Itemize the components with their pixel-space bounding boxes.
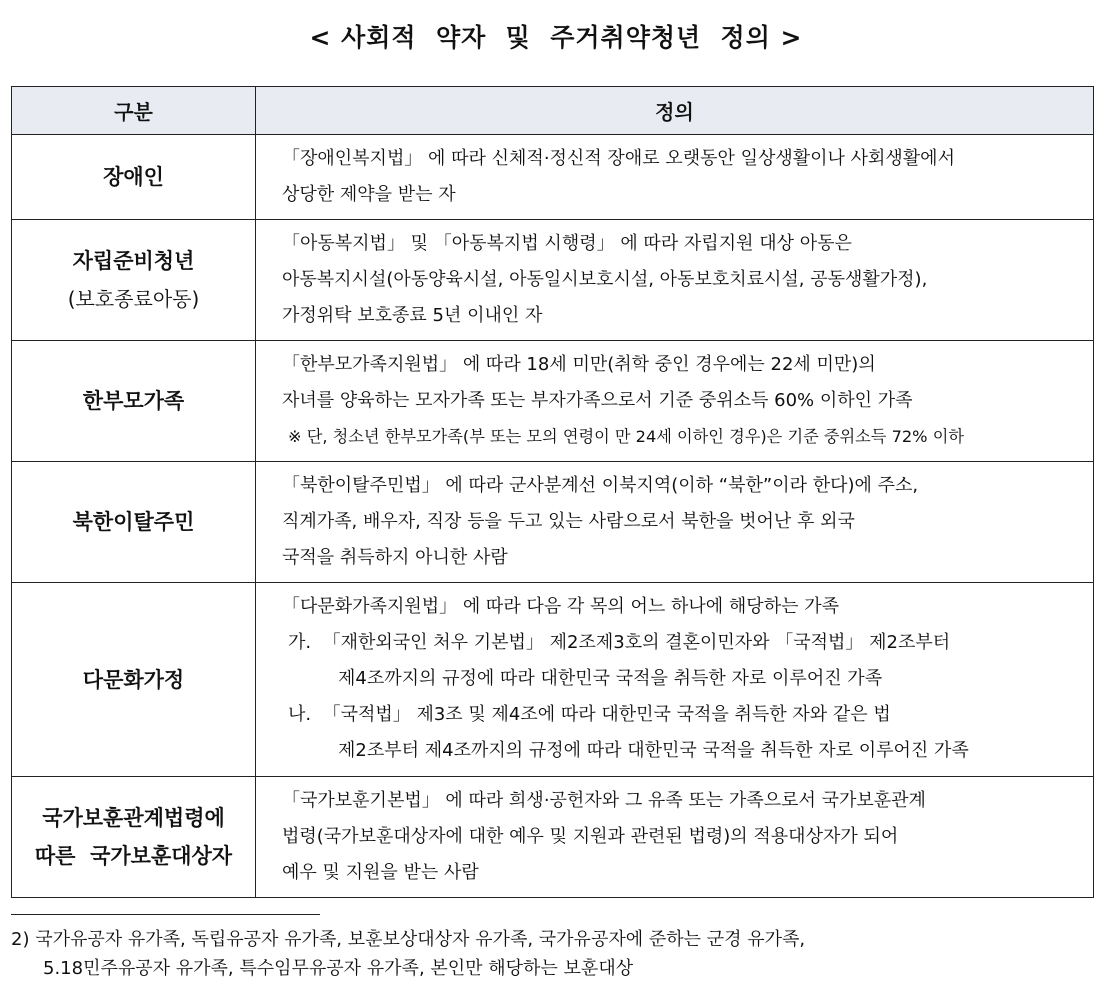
category-cell [12,220,256,341]
item-marker: 나. [288,704,312,725]
definition-line: 「장애인복지법」 에 따라 신체적·정신적 장애로 오랫동안 일상생활이나 사회생활에서 [282,148,955,169]
definition-line: 아동복지시설(아동양육시설, 아동일시보호시설, 아동보호치료시설, 공동생활가정), [282,269,928,290]
definition-line: 직계가족, 배우자, 직장 등을 두고 있는 사람으로서 북한을 벗어난 후 외국 [282,511,855,532]
definition-line: 「아동복지법」 및 「아동복지법 시행령」 에 따라 자립지원 대상 아동은 [282,233,852,254]
definition-cell [256,341,1094,462]
footnote-line: 2) 국가유공자 유가족, 독립유공자 유가족, 보훈보상대상자 유가족, 국가유공자에 준하는 군경 유가족, [11,929,806,950]
definition-intro: 「다문화가족지원법」 에 따라 다음 각 목의 어느 하나에 해당하는 가족 [282,596,839,617]
category-sublabel: (보호종료아동) [67,287,200,311]
definition-line: 상당한 제약을 받는 자 [282,184,456,205]
table-header-row [12,87,1094,135]
definition-line: 예우 및 지원을 받는 사람 [282,862,479,883]
item-marker: 가. [288,632,312,653]
header-definition: 정의 [256,87,1094,135]
category-label: 한부모가족 [82,389,185,413]
definition-cell [256,583,1094,777]
definition-cell [256,462,1094,583]
table-row [12,220,1094,341]
category-label: 북한이탈주민 [72,510,195,534]
category-label-line2: 따른 국가보훈대상자 [34,844,233,868]
category-label: 국가보훈관계법령에 [42,806,225,830]
table-row [12,583,1094,777]
definition-item-continuation: 제2조부터 제4조까지의 규정에 따라 대한민국 국적을 취득한 자로 이루어진 가족 [338,740,969,761]
definition-item [282,625,1085,661]
table-row [12,777,1094,898]
definition-line: 「국가보훈기본법」 에 따라 희생·공헌자와 그 유족 또는 가족으로서 국가보훈관계 [282,790,926,811]
definition-cell [256,777,1094,898]
definition-cell [256,135,1094,220]
category-cell [12,777,256,898]
definition-note: ※ 단, 청소년 한부모가족(부 또는 모의 연령이 만 24세 이하인 경우)은 기준 중위소득 72% 이하 [288,427,964,446]
definition-item [282,697,1085,733]
table-row [12,341,1094,462]
table-row [12,135,1094,220]
category-label: 자립준비청년 [72,249,195,273]
category-cell [12,341,256,462]
item-text: 「국적법」 제3조 및 제4조에 따라 대한민국 국적을 취득한 자와 같은 법 [322,704,891,725]
definition-cell [256,220,1094,341]
item-text: 「재한외국인 처우 기본법」 제2조제3호의 결혼이민자와 「국적법」 제2조부터 [322,632,951,653]
definition-line: 법령(국가보훈대상자에 대한 예우 및 지원과 관련된 법령)의 적용대상자가 되어 [282,826,899,847]
page-title: < 사회적 약자 및 주거취약청년 정의 > [309,23,803,52]
footnote-divider [11,914,320,915]
definition-line: 가정위탁 보호종료 5년 이내인 자 [282,305,543,326]
table-row [12,462,1094,583]
footnote [11,925,1094,983]
definition-item-continuation: 제4조까지의 규정에 따라 대한민국 국적을 취득한 자로 이루어진 가족 [338,668,883,689]
header-category: 구분 [12,87,256,135]
definition-line: 「한부모가족지원법」 에 따라 18세 미만(취학 중인 경우에는 22세 미만)의 [282,354,876,375]
definitions-table [11,86,1094,898]
category-label: 다문화가정 [82,667,185,692]
definition-line: 「북한이탈주민법」 에 따라 군사분계선 이북지역(이하 “북한”이라 한다)에 주소, [282,475,919,496]
definition-line: 자녀를 양육하는 모자가족 또는 부자가족으로서 기준 중위소득 60% 이하인 가족 [282,390,913,411]
definition-line: 국적을 취득하지 아니한 사람 [282,547,508,568]
category-label: 장애인 [103,165,164,189]
category-cell [12,462,256,583]
category-cell [12,135,256,220]
footnote-line: 5.18민주유공자 유가족, 특수임무유공자 유가족, 본인만 해당하는 보훈대상 [43,958,634,979]
category-cell [12,583,256,777]
